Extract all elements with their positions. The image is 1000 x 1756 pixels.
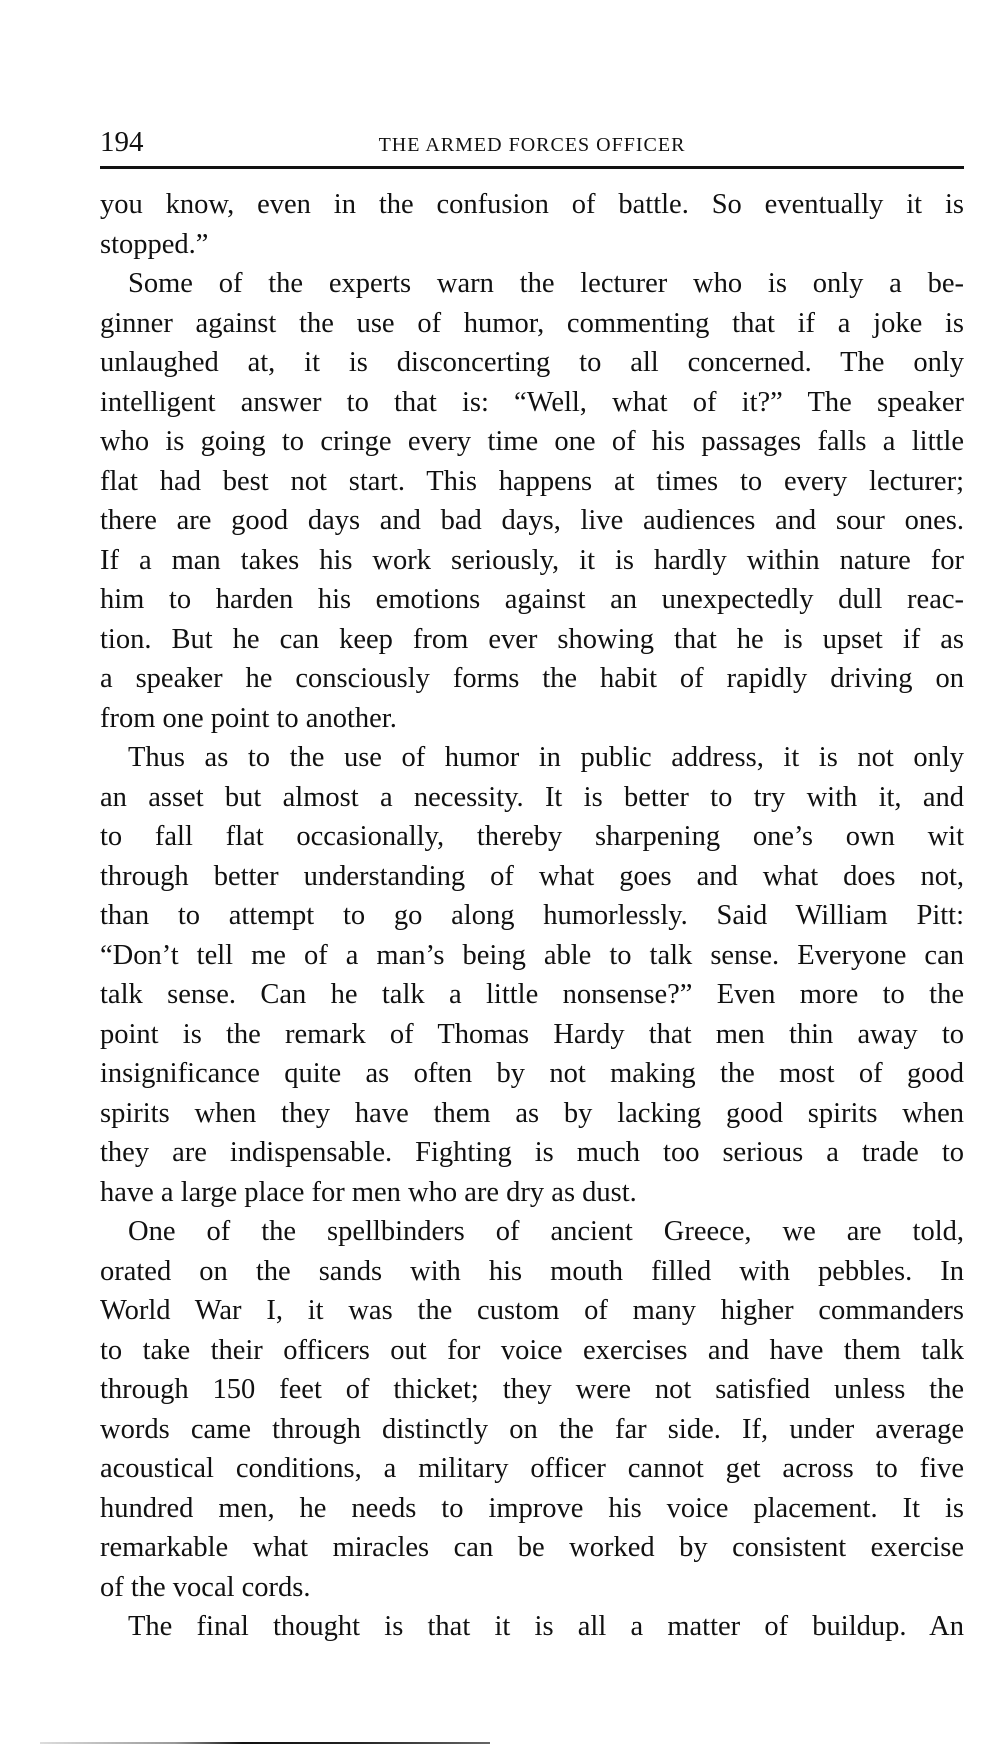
text-line: World War I, it was the custom of many higher commanders: [100, 1295, 964, 1326]
text-line: you know, even in the confusion of battle. So eventually it is: [100, 189, 964, 220]
text-line: tion. But he can keep from ever showing that he is upset if as: [100, 623, 964, 655]
header-rule: [100, 166, 964, 169]
text-line: acoustical conditions, a military officer cannot get across to five: [100, 1453, 964, 1484]
text-line: through 150 feet of thicket; they were not satisfied unless the: [100, 1374, 964, 1405]
text-line: insignificance quite as often by not making the most of good: [100, 1058, 964, 1089]
paragraph: [100, 738, 964, 1212]
text-line: from one point to another.: [100, 702, 397, 734]
text-line: of the vocal cords.: [100, 1571, 311, 1603]
text-line: intelligent answer to that is: “Well, what of it?” The speaker: [100, 386, 964, 418]
scan-artifact-line: [40, 1742, 490, 1744]
page-number: 194: [100, 126, 144, 158]
text-line: “Don’t tell me of a man’s being able to talk sense. Everyone can: [100, 939, 964, 971]
text-line: have a large place for men who are dry as dust.: [100, 1176, 637, 1208]
text-line: to take their officers out for voice exercises and have them talk: [100, 1334, 964, 1366]
running-title: THE ARMED FORCES OFFICER: [378, 134, 686, 156]
text-line: they are indispensable. Fighting is much too serious a trade to: [100, 1137, 964, 1168]
text-line: remarkable what miracles can be worked by consistent exercise: [100, 1532, 964, 1563]
text-line: One of the spellbinders of ancient Greece, we are told,: [128, 1216, 964, 1247]
text-line: The final thought is that it is all a matter of buildup. An: [128, 1611, 964, 1642]
text-line: spirits when they have them as by lacking good spirits when: [100, 1097, 964, 1129]
text-line: Thus as to the use of humor in public address, it is not only: [128, 742, 964, 773]
text-line: to fall flat occasionally, thereby sharpening one’s own wit: [100, 821, 964, 852]
body-text: [100, 185, 964, 1647]
paragraph: [100, 1607, 964, 1647]
paragraph: [100, 185, 964, 264]
text-line: through better understanding of what goes and what does not,: [100, 860, 964, 892]
text-line: who is going to cringe every time one of his passages falls a little: [100, 426, 964, 457]
text-line: him to harden his emotions against an unexpectedly dull reac-: [100, 584, 964, 615]
text-line: an asset but almost a necessity. It is better to try with it, and: [100, 781, 964, 813]
text-line: unlaughed at, it is disconcerting to all concerned. The only: [100, 347, 964, 378]
paragraph: [100, 1212, 964, 1607]
text-line: point is the remark of Thomas Hardy that men thin away to: [100, 1018, 964, 1050]
text-line: ginner against the use of humor, commenting that if a joke is: [100, 307, 964, 339]
text-line: a speaker he consciously forms the habit of rapidly driving on: [100, 663, 964, 694]
paragraph: [100, 264, 964, 738]
running-header: [100, 126, 964, 166]
text-line: orated on the sands with his mouth filled with pebbles. In: [100, 1255, 964, 1287]
text-line: Some of the experts warn the lecturer who is only a be-: [128, 268, 964, 299]
text-line: than to attempt to go along humorlessly. Said William Pitt:: [100, 900, 964, 931]
text-line: If a man takes his work seriously, it is hardly within nature for: [100, 544, 964, 576]
text-line: there are good days and bad days, live audiences and sour ones.: [100, 505, 964, 536]
text-line: stopped.”: [100, 228, 209, 260]
text-line: talk sense. Can he talk a little nonsense?” Even more to the: [100, 979, 964, 1010]
text-line: words came through distinctly on the far side. If, under average: [100, 1413, 964, 1445]
text-line: hundred men, he needs to improve his voice placement. It is: [100, 1492, 964, 1524]
text-line: flat had best not start. This happens at times to every lecturer;: [100, 465, 964, 497]
